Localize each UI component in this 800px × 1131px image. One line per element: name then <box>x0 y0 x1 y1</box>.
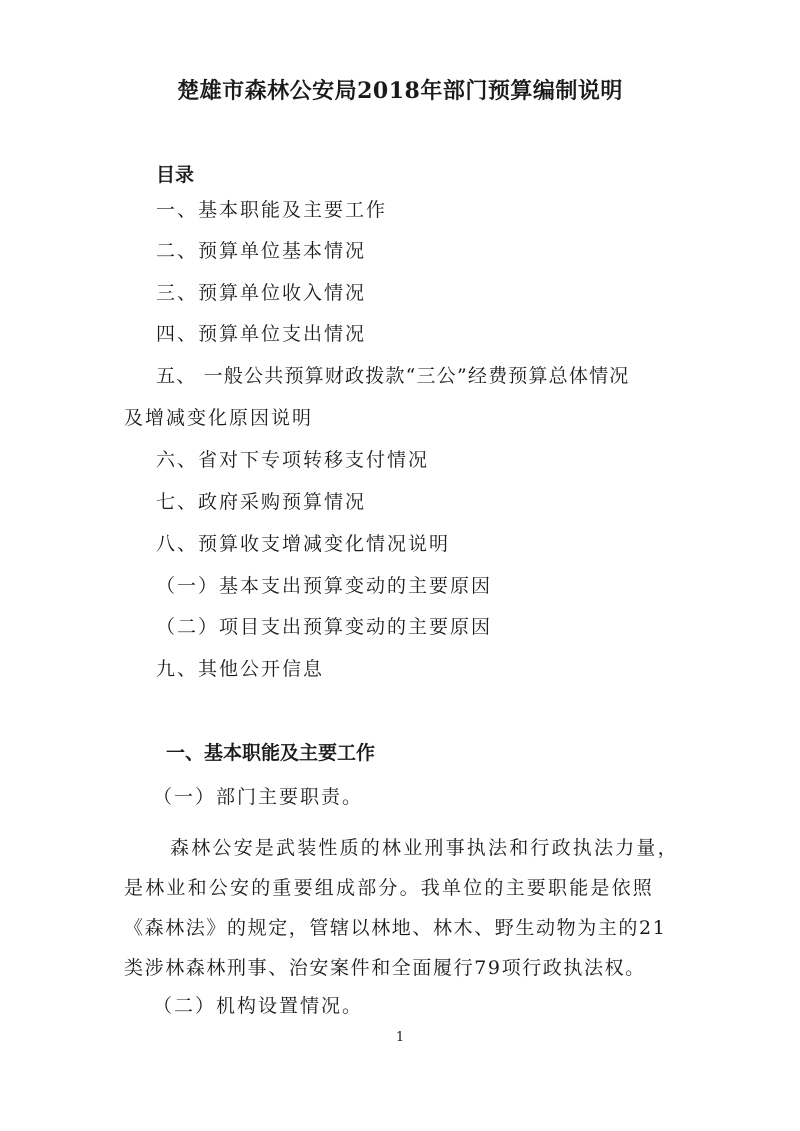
toc-item: 二、预算单位基本情况 <box>156 240 367 262</box>
toc-heading: 目录 <box>156 164 195 186</box>
paragraph-line: 森林公安是武装性质的林业刑事执法和行政执法力量， <box>170 837 679 859</box>
paragraph-line: 《森林法》的规定，管辖以林地、林木、野生动物为主的21 <box>124 917 667 939</box>
section-heading: 一、基本职能及主要工作 <box>166 742 376 764</box>
toc-item: 八、预算收支增减变化情况说明 <box>156 533 451 555</box>
toc-item: 四、预算单位支出情况 <box>156 323 367 345</box>
page-number: 1 <box>395 1030 405 1045</box>
toc-item: 七、政府采购预算情况 <box>156 491 367 513</box>
toc-subitem: （一）基本支出预算变动的主要原因 <box>156 575 493 597</box>
toc-subitem: （二）项目支出预算变动的主要原因 <box>156 616 493 638</box>
toc-item: 六、省对下专项转移支付情况 <box>156 449 430 471</box>
paragraph-line: 是林业和公安的重要组成部分。我单位的主要职能是依照 <box>124 877 655 899</box>
toc-item: 五、 一般公共预算财政拨款“三公”经费预算总体情况 <box>156 365 630 387</box>
toc-item-continuation: 及增减变化原因说明 <box>124 407 314 429</box>
sub-heading: （一）部门主要职责。 <box>153 786 364 808</box>
document-title: 楚雄市森林公安局2018年部门预算编制说明 <box>177 78 623 104</box>
toc-item: 九、其他公开信息 <box>156 658 325 680</box>
toc-item: 三、预算单位收入情况 <box>156 282 367 304</box>
paragraph-line: 类涉林森林刑事、治安案件和全面履行79项行政执法权。 <box>124 957 646 979</box>
toc-item: 一、基本职能及主要工作 <box>156 199 388 221</box>
sub-heading: （二）机构设置情况。 <box>153 995 364 1017</box>
